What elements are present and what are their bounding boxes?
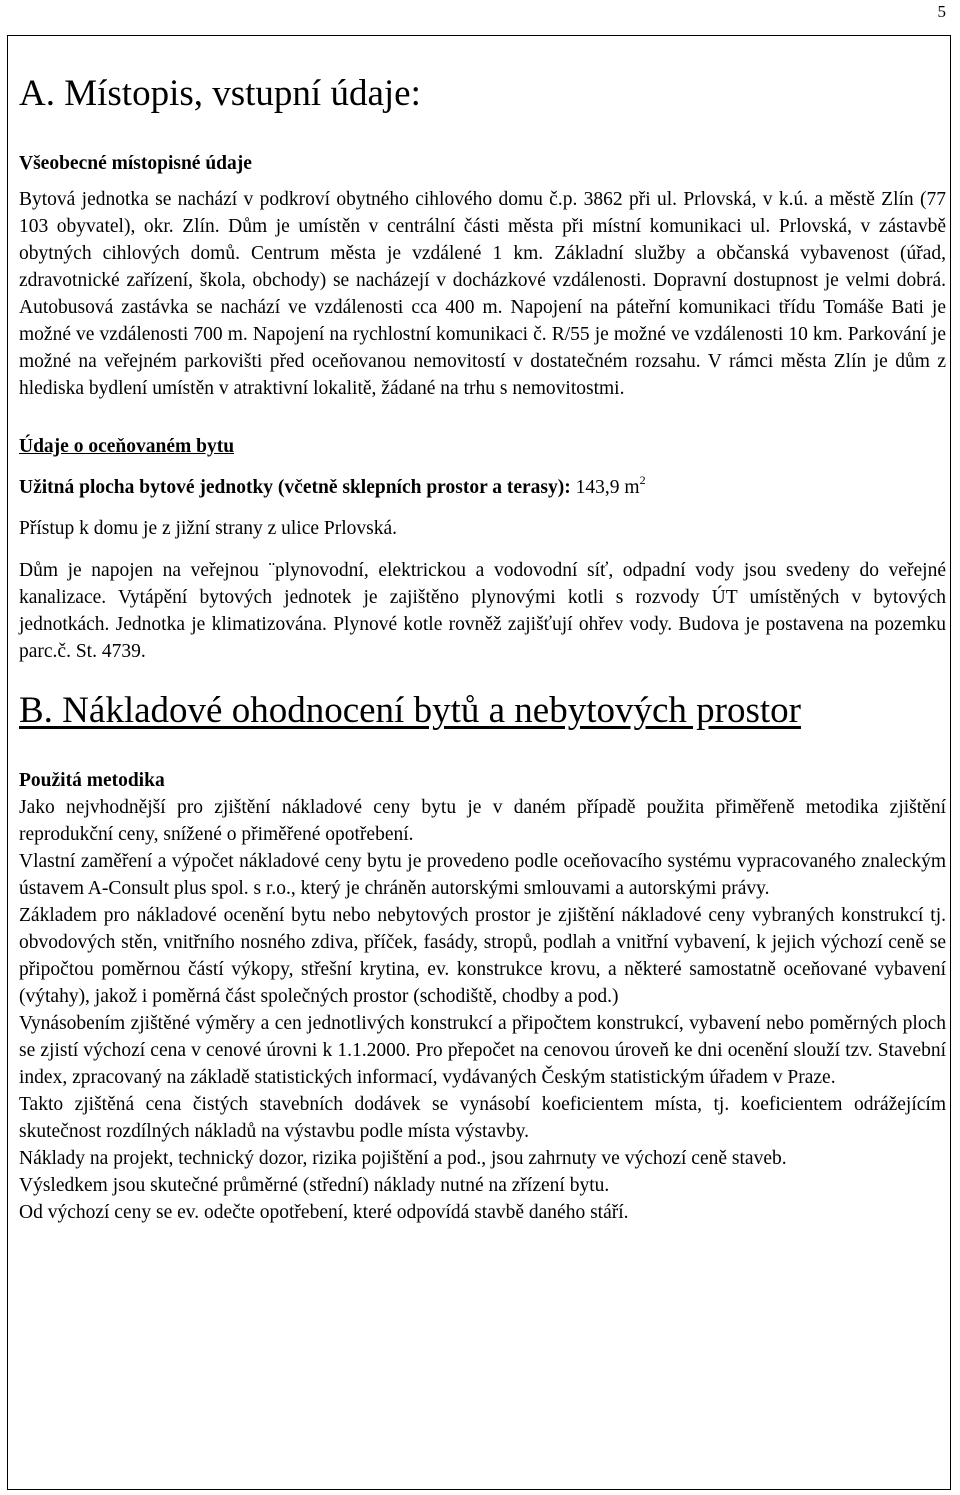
general-heading: Všeobecné místopisné údaje <box>19 153 252 174</box>
floor-area-sup: 2 <box>639 473 646 487</box>
unit-heading: Údaje o oceňovaném bytu <box>19 436 235 457</box>
method-heading: Použitá metodika <box>19 770 165 791</box>
method-paragraph: Vlastní zaměření a výpočet nákladové ceny bytu je provedeno podle oceňovacího systému vypracovaného znaleckým ústavem A-Consult plus spol. s r.o., který je chráněn autorskými smlouvami a autorskými právy. <box>19 851 946 899</box>
method-paragraph: Takto zjištěná cena čistých stavebních dodávek se vynásobí koeficientem místa, tj. koeficientem odrážejícím skutečnost rozdílných nákladů na výstavbu podle místa výstavby. <box>19 1094 946 1142</box>
section-a-title: A. Místopis, vstupní údaje: <box>19 73 421 114</box>
general-text: Bytová jednotka se nachází v podkroví obytného cihlového domu č.p. 3862 při ul. Prlovská, v k.ú. a městě Zlín (77 103 obyvatel), okr. Zlín. Dům je umístěn v centrální části města při místní komunikaci ul. Prlovská, v zástavbě obytných cihlových domů. Centrum města je vzdálené 1 km. Základní služby a občanská vybavenost (úřad, zdravotnické zařízení, škola, obchody) se nacházejí v docházkové vzdálenosti. Dopravní dostupnost je velmi dobrá. Autobusová zastávka se nachází ve vzdálenosti cca 400 m. Napojení na páteřní komunikaci třídu Tomáše Bati je možné ve vzdálenosti 700 m. Napojení na rychlostní komunikaci č. R/55 je možné ve vzdálenosti 10 km. Parkování je možné na veřejném parkovišti před oceňovanou nemovitostí v dostatečném rozsahu. V rámci města Zlín je dům z hlediska bydlení umístěn v atraktivní lokalitě, žádané na trhu s nemovitostmi. <box>19 189 946 399</box>
floor-area-value: 143,9 m <box>575 477 640 498</box>
method-paragraph: Náklady na projekt, technický dozor, rizika pojištění a pod., jsou zahrnuty ve výchozí ceně staveb. <box>19 1148 787 1169</box>
floor-area-line <box>19 474 946 501</box>
method-paragraph: Výsledkem jsou skutečné průměrné (střední) náklady nutné na zřízení bytu. <box>19 1175 610 1196</box>
section-b-title: B. Nákladové ohodnocení bytů a nebytových prostor <box>19 690 801 731</box>
page-number: 5 <box>937 2 946 21</box>
page-content <box>19 72 946 1226</box>
access-text: Přístup k domu je z jižní strany z ulice Prlovská. <box>19 518 398 539</box>
method-paragraph: Od výchozí ceny se ev. odečte opotřebení, které odpovídá stavbě daného stáří. <box>19 1202 629 1223</box>
utilities-text: Dům je napojen na veřejnou ¨plynovodní, elektrickou a vodovodní síť, odpadní vody jsou svedeny do veřejné kanalizace. Vytápění bytových jednotek je zajištěno plynovými kotli s rozvody ÚT umístěných v bytových jednotkách. Jednotka je klimatizována. Plynové kotle rovněž zajišťují ohřev vody. Budova je postavena na pozemku parc.č. St. 4739. <box>19 560 946 662</box>
method-paragraph: Vynásobením zjištěné výměry a cen jednotlivých konstrukcí a připočtem konstrukcí, vybavení nebo poměrných ploch se zjistí výchozí cena v cenové úrovni k 1.1.2000. Pro přepočet na cenovou úroveň ke dni ocenění slouží tzv. Stavební index, zpracovaný na základě statistických informací, vydávaných Českým statistickým úřadem v Praze. <box>19 1013 946 1088</box>
method-paragraph: Základem pro nákladové ocenění bytu nebo nebytových prostor je zjištění nákladové ceny vybraných konstrukcí tj. obvodových stěn, vnitřního nosného zdiva, příček, fasády, stropů, podlah a vnitřní vybavení, k jejich výchozí ceně se připočtou poměrnou částí výkopy, střešní krytina, ev. konstrukce krovu, a některé samostatně oceňované vybavení (výtahy), jakož i poměrná část společných prostor (schodiště, chodby a pod.) <box>19 905 946 1007</box>
method-paragraph: Jako nejvhodnější pro zjištění nákladové ceny bytu je v daném případě použita přiměřeně metodika zjištění reprodukční ceny, snížené o přiměřené opotřebení. <box>19 797 946 845</box>
floor-area-label: Užitná plocha bytové jednotky (včetně sklepních prostor a terasy): <box>19 477 571 498</box>
